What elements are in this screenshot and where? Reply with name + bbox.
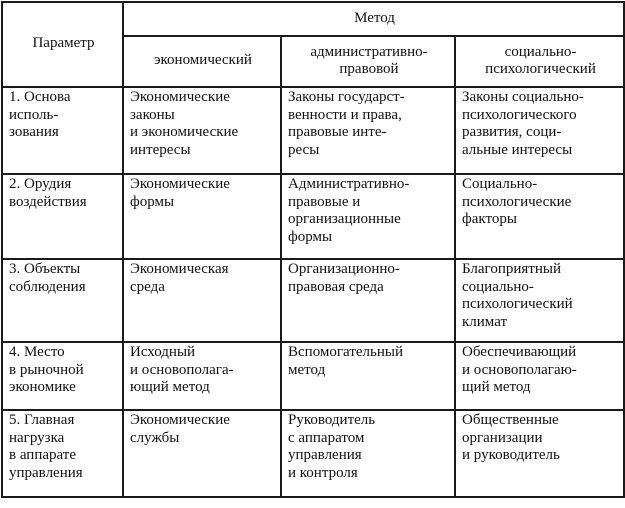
cell-line: Экономическая: [130, 261, 229, 277]
cell-line: правовые инте-: [288, 124, 387, 140]
cell-economic: [123, 259, 281, 342]
cell-line: Исходный: [130, 344, 196, 360]
header-method-socio-line: психологический: [485, 61, 596, 77]
cell-line: факторы: [462, 211, 517, 227]
row-parameter: [2, 410, 123, 497]
cell-line: Благоприятный: [462, 261, 561, 277]
cell-line: воздействия: [9, 193, 87, 210]
header-method: [123, 2, 624, 36]
cell-line: в рыночной: [9, 361, 84, 378]
cell-line: ресы: [288, 141, 320, 158]
cell-line: социально-: [462, 278, 534, 295]
cell-administrative: [281, 259, 455, 342]
row-parameter: [2, 342, 123, 410]
header-method-socio-line: социально-: [504, 43, 577, 60]
cell-economic: [123, 174, 281, 259]
cell-line: управления: [288, 447, 362, 463]
cell-line: и руководитель: [462, 447, 560, 463]
cell-line: зования: [9, 124, 59, 140]
cell-line: Законы социально-: [462, 89, 584, 105]
table-row: [2, 410, 624, 497]
cell-line: организации: [462, 429, 543, 446]
header-method-socio: [455, 36, 624, 87]
cell-line: 1. Основа: [9, 89, 71, 105]
cell-socio: [455, 259, 624, 342]
cell-line: климат: [462, 313, 508, 330]
cell-line: 3. Объекты: [9, 261, 81, 277]
table-row: [2, 87, 624, 174]
cell-line: Обеспечивающий: [462, 344, 577, 360]
cell-line: в аппарате: [9, 447, 76, 463]
cell-line: формы: [288, 228, 333, 245]
cell-administrative: [281, 410, 455, 497]
header-parameter: [2, 2, 123, 87]
cell-line: Административно-: [288, 176, 410, 192]
cell-line: и основополагаю-: [462, 361, 577, 378]
table-row: [2, 342, 624, 410]
cell-administrative: [281, 342, 455, 410]
header-method-administrative-line: административно-: [310, 43, 428, 60]
header-parameter-label: Параметр: [32, 35, 95, 52]
cell-line: Руководитель: [288, 412, 376, 428]
cell-line: организационные: [288, 211, 401, 227]
cell-line: среда: [130, 278, 165, 295]
cell-line: законы: [130, 106, 175, 123]
table-row: [2, 259, 624, 342]
cell-economic: [123, 342, 281, 410]
cell-line: Общественные: [462, 412, 559, 428]
cell-line: и основополага-: [130, 361, 234, 378]
cell-line: альные интересы: [462, 141, 573, 158]
cell-line: с аппаратом: [288, 429, 365, 446]
cell-line: метод: [288, 361, 326, 378]
cell-line: нагрузка: [9, 429, 65, 446]
cell-administrative: [281, 87, 455, 174]
header-method-economic: [123, 36, 281, 87]
cell-line: венности и права,: [288, 106, 402, 123]
cell-line: службы: [130, 429, 180, 446]
cell-line: Вспомогательный: [288, 344, 403, 360]
cell-line: психологического: [462, 106, 577, 123]
cell-line: управления: [9, 464, 83, 481]
table-row: [2, 174, 624, 259]
header-row-1: [2, 2, 624, 36]
cell-economic: [123, 87, 281, 174]
cell-line: 5. Главная: [9, 412, 75, 428]
cell-socio: [455, 342, 624, 410]
header-method-label: Метод: [354, 9, 395, 26]
cell-line: ющий метод: [130, 379, 210, 395]
row-parameter: [2, 174, 123, 259]
cell-line: Законы государст-: [288, 89, 405, 105]
cell-administrative: [281, 174, 455, 259]
cell-line: развития, соци-: [462, 124, 562, 140]
header-method-economic-line: экономический: [154, 52, 252, 69]
cell-line: формы: [130, 193, 175, 210]
cell-line: психологический: [462, 296, 573, 312]
cell-line: соблюдения: [9, 278, 86, 295]
cell-line: щий метод: [462, 379, 531, 395]
cell-line: и контроля: [288, 464, 358, 481]
cell-socio: [455, 174, 624, 259]
cell-line: Экономические: [130, 176, 230, 192]
cell-line: 2. Орудия: [9, 176, 72, 192]
cell-line: Социально-: [462, 176, 538, 192]
cell-line: 4. Место: [9, 344, 65, 360]
header-method-administrative: [281, 36, 455, 87]
cell-socio: [455, 410, 624, 497]
methods-comparison-table: [1, 1, 625, 498]
cell-line: Экономические: [130, 89, 230, 105]
cell-line: правовые и: [288, 193, 361, 210]
cell-line: Организационно-: [288, 261, 400, 277]
cell-line: экономике: [9, 379, 76, 395]
cell-economic: [123, 410, 281, 497]
cell-line: и экономические: [130, 124, 239, 140]
cell-line: исполь-: [9, 106, 59, 123]
row-parameter: [2, 87, 123, 174]
cell-line: интересы: [130, 141, 191, 158]
cell-socio: [455, 87, 624, 174]
row-parameter: [2, 259, 123, 342]
header-method-administrative-line: правовой: [339, 61, 399, 77]
cell-line: правовая среда: [288, 278, 384, 295]
cell-line: Экономические: [130, 412, 230, 428]
cell-line: психологические: [462, 193, 572, 210]
